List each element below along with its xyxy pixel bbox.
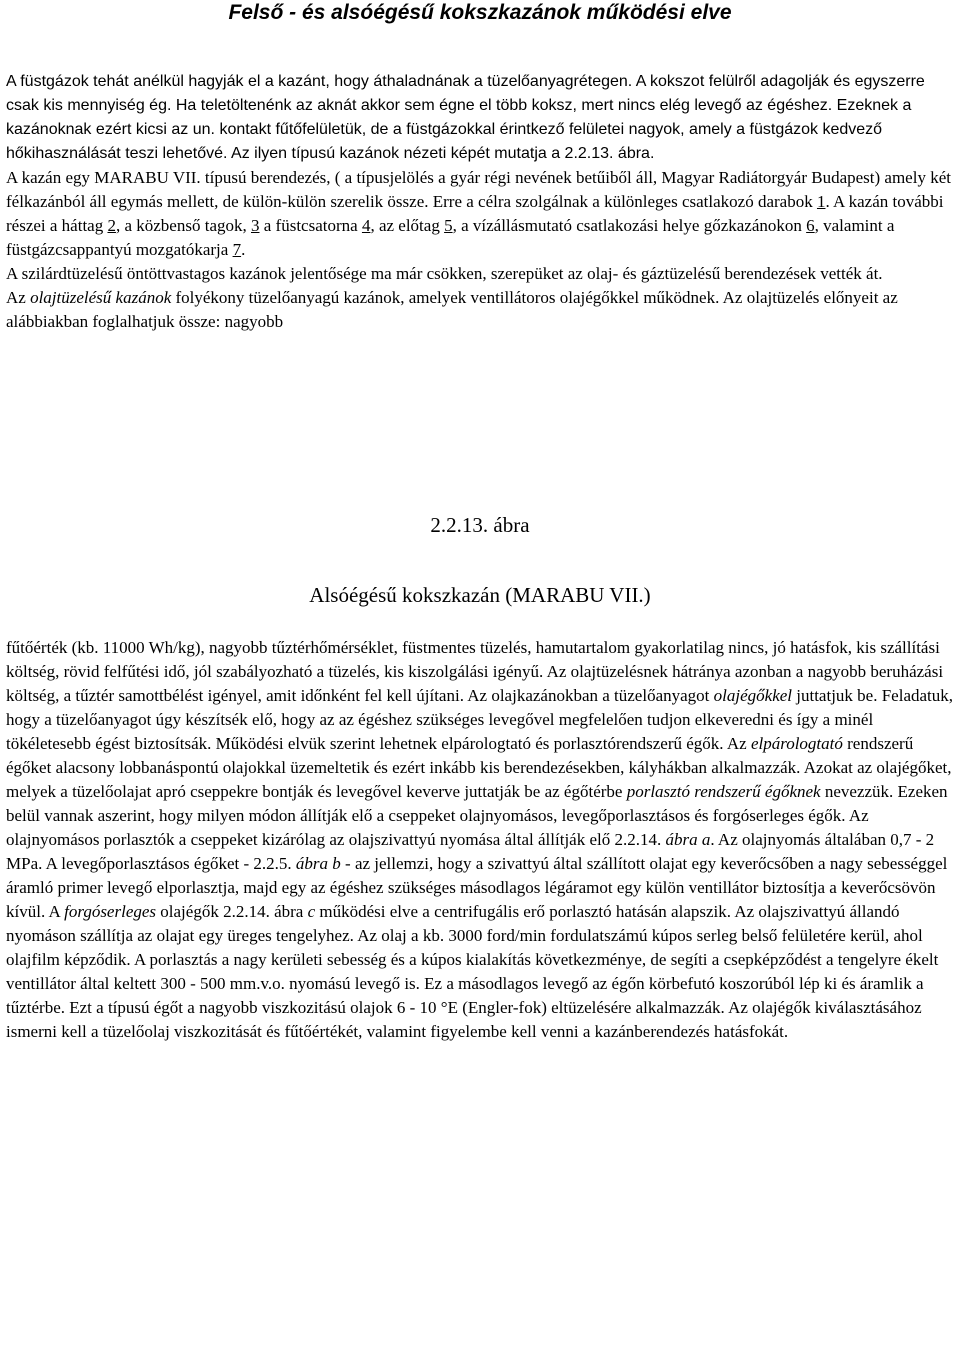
part-ref-7: 7: [232, 240, 242, 259]
spacer: [6, 26, 954, 70]
part-ref-5: 5: [444, 216, 453, 235]
part-ref-3: 3: [251, 216, 260, 235]
marabu-paragraph: A kazán egy MARABU VII. típusú berendezés, ( a típusjelölés a gyár régi nevének betűiből áll, Magyar Radiátorgyár Budapest) amely két félkazánból áll egymás mellett, de külön-külön szerelik össze. Erre a célra szolgálnak a különleges csatlakozó darabok 1. A kazán további részei a háttag 2, a közbenső tagok, 3 a füstcsatorna 4, az előtag 5, a vízállásmutató csatlakozási helye gőzkazánokon 6, valamint a füstgázcsappantyú mozgatókarja 7.: [6, 168, 951, 259]
intro-paragraph: A füstgázok tehát anélkül hagyják el a kazánt, hogy áthaladnának a tüzelőanyagrétegen. A kokszot felülről adagolják és egyszerre csak kis mennyiség ég. Ha teletöltenénk az aknát akkor sem égne el több koksz, mert nincs elég levegő az égéshez. Ezeknek a kazánoknak ezért kicsi az un. kontakt fűtőfelületük, de a füstgázokkal érintkező felületei nagyok, amely a füstgázok kedvező hőkihasználását teszi lehetővé. Az ilyen típusú kazánok nézeti képét mutatja a 2.2.13. ábra.: [6, 73, 925, 162]
solid-fuel-paragraph: A szilárdtüzelésű öntöttvastagos kazánok jelentősége ma már csökken, szerepüket az olaj- és gáztüzelésű berendezések vették át.: [6, 264, 883, 283]
part-ref-6: 6: [806, 216, 815, 235]
part-ref-2: 2: [107, 216, 116, 235]
figure-caption: Alsóégésű kokszkazán (MARABU VII.): [309, 583, 651, 607]
spacer: [6, 538, 954, 582]
oil-intro-paragraph: Az olajtüzelésű kazánok folyékony tüzelőanyagú kazánok, amelyek ventillátoros olajégőkkel működnek. Az olajtüzelés előnyeit az alábbiakban foglalhatjuk össze: nagyobb: [6, 288, 898, 331]
figure-area: [6, 334, 954, 512]
part-ref-4: 4: [361, 216, 371, 235]
part-ref-1: 1: [816, 192, 826, 211]
figure-number: 2.2.13. ábra: [430, 513, 530, 537]
document-title: Felső - és alsóégésű kokszkazánok működési elve: [228, 1, 732, 24]
document-page: [6, 0, 954, 1044]
spacer: [6, 608, 954, 636]
oil-burner-paragraph: fűtőérték (kb. 11000 Wh/kg), nagyobb tűztérhőmérséklet, füstmentes tüzelés, hamutartalom gyakorlatilag nincs, jó hatásfok, kis szállítási költség, rövid felfűtési idő, jól szabályozható a tüzelés, kis kiszolgálási igényű. Az olajtüzelésnek hátránya azonban a nagyobb beruházási költség, a tűztér samottbélést igényel, amit időnként fel kell újítani. Az olajkazánokban a tüzelőanyagot olajégőkkel juttatjuk be. Feladatuk, hogy a tüzelőanyagot úgy készítsék elő, hogy az az égéshez szükséges levegővel megfelelően tudjon elkeveredni és így a minél tökéletesebb égést biztosítsák. Működési elvük szerint lehetnek elpárologtató és porlasztórendszerű égők. Az elpárologtató rendszerű égőket alacsony lobbanáspontú olajokkal üzemeltetik és ezért inkább kis berendezésekben, kályhákban alkalmazzák. Azokat az olajégőket, melyek a tüzelőolajat apró cseppekre bontják és levegővel keverve juttatják be az égőtérbe porlasztó rendszerű égőknek nevezzük. Ezeken belül vannak aszerint, hogy milyen módon állítják elő a cseppeket olajnyomásos, levegőporlasztásos és forgóserleges égők. Az olajnyomásos porlasztók a cseppeket kizárólag az olajszivattyú nyomása által állítják elő 2.2.14. ábra a. Az olajnyomás általában 0,7 - 2 MPa. A levegőporlasztásos égőket - 2.2.5. ábra b - az jellemzi, hogy a szivattyú által szállított olajat egy keverőcsőben a nagy sebességgel áramló primer levegő elporlasztja, majd egy az égéshez szükséges másodlagos légáramot egy külön ventillátor biztosítja a keverőcsövön kívül. A forgóserleges olajégők 2.2.14. ábra c működési elve a centrifugális erő porlasztó hatásán alapszik. Az olajszivattyú állandó nyomáson szállítja az olajat egy üreges tengelyhez. Az olaj a kb. 3000 ford/min fordulatszámú kúpos serleg belső felületére kerül, ahol olajfilm képződik. A porlasztás a nagy kerületi sebesség és a kúpos kialakítás következménye, de segíti a csepképződést a tengelyre ékelt ventillátor által keltett 300 - 500 mm.v.o. nyomású levegő is. Ez a másodlagos levegő az égőn körbefutó koszorúból lép ki és áramlik a tűztérbe. Ezt a típusú égőt a nagyobb viszkozitású olajok 6 - 10 °E (Engler-fok) eltüzelésére alkalmazzák. Az olajégők kiválasztásához ismerni kell a tüzelőolaj viszkozitását és fűtőértékét, valamint figyelembe kell venni a kazánberendezés hatásfokát.: [6, 638, 954, 1041]
